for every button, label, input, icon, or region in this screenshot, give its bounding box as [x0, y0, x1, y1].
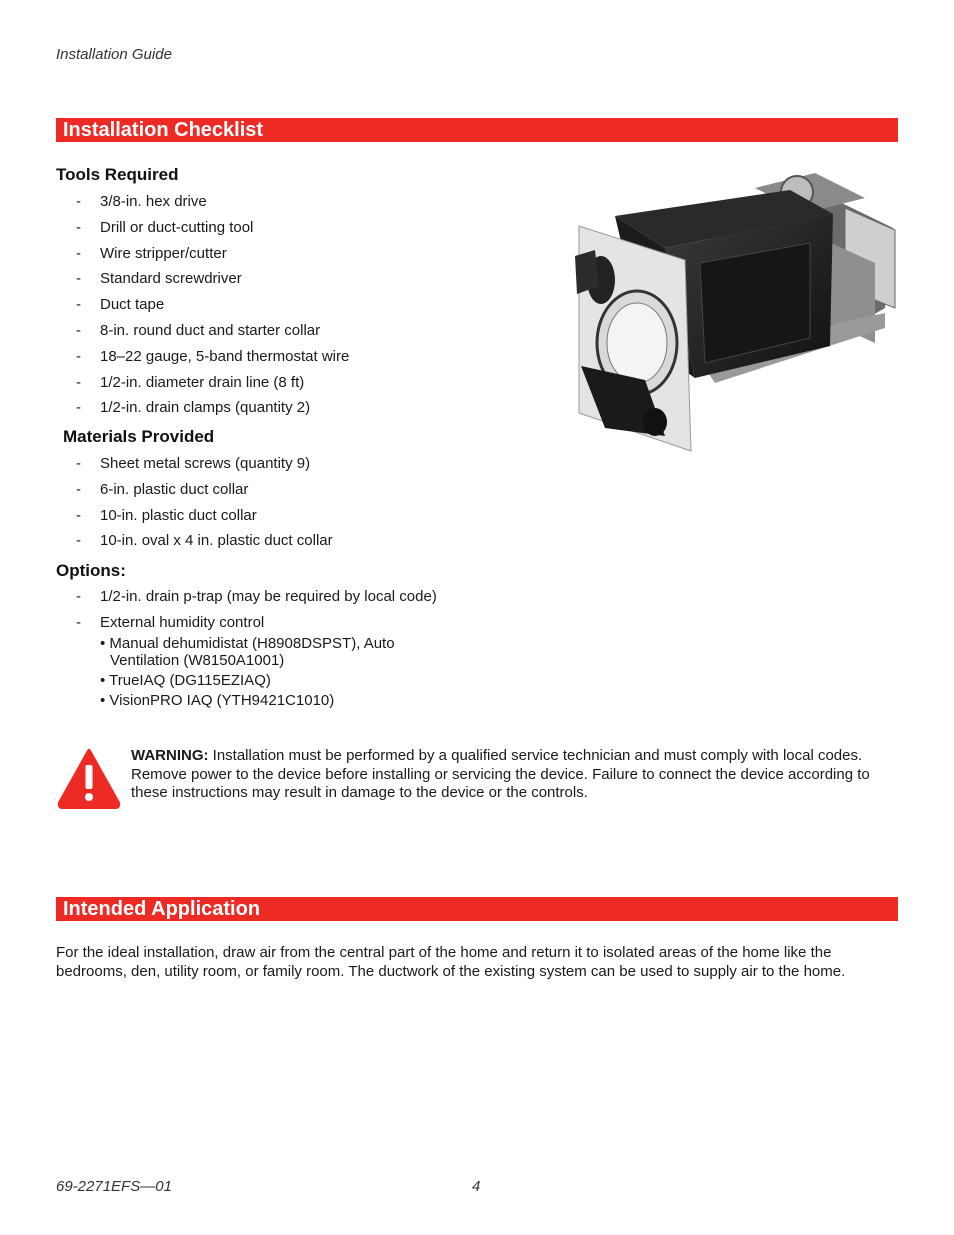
list-item: - Duct tape	[76, 296, 165, 314]
tools-heading: Tools Required	[56, 165, 179, 184]
list-item: - 3/8-in. hex drive	[76, 193, 207, 210]
warning-triangle-icon	[56, 747, 122, 809]
document-number: 69-2271EFS—01	[56, 1178, 172, 1195]
materials-list	[56, 455, 536, 549]
list-item: - Drill or duct-cutting tool	[76, 218, 254, 236]
application-paragraph: For the ideal installation, draw air from the central part of the home and return it to isolated areas of the home like the bedrooms, den, utility room, or family room. The ductwork of the existing system can be used to supply air to the home.	[56, 944, 846, 980]
list-item: - 18–22 gauge, 5-band thermostat wire	[76, 347, 350, 365]
list-item: • Manual dehumidistat (H8908DSPST), Auto Ventilation (W8150A1001)	[100, 635, 395, 669]
options-heading: Options:	[56, 561, 126, 580]
list-item: • TrueIAQ (DG115EZIAQ)	[100, 672, 271, 689]
materials-heading: Materials Provided	[63, 427, 215, 446]
list-item: • VisionPRO IAQ (YTH9421C1010)	[100, 692, 335, 709]
list-item: - 10-in. plastic duct collar	[76, 506, 257, 524]
humidity-control-options	[100, 635, 430, 709]
list-item: - External humidity control • Manual dehumidistat (H8908DSPST), Auto Ventilation (W8150A1001) • TrueIAQ (DG115EZIAQ) • VisionPRO IAQ (YTH9421C1010)	[56, 614, 536, 709]
list-item: - 8-in. round duct and starter collar	[76, 321, 321, 339]
page-number: 4	[472, 1178, 481, 1195]
list-item: - 6-in. plastic duct collar	[76, 480, 249, 498]
warning-body: Installation must be performed by a qualified service technician and must comply with local codes. Remove power to the device before installing or servicing the device. Failure to connect the device according to these instructions may result in damage to the device or the controls.	[131, 747, 870, 801]
dehumidifier-unit-image	[565, 168, 900, 453]
list-item: - Standard screwdriver	[76, 270, 242, 288]
options-list	[56, 588, 536, 712]
list-item: - 1/2-in. drain clamps (quantity 2)	[76, 399, 311, 417]
list-item: - Sheet metal screws (quantity 9)	[76, 455, 311, 472]
list-item: - 1/2-in. diameter drain line (8 ft)	[76, 373, 305, 391]
tools-list	[56, 193, 536, 416]
section-title-installation-checklist: Installation Checklist	[56, 118, 898, 142]
section-title-intended-application: Intended Application	[56, 897, 898, 921]
list-item: - Wire stripper/cutter	[76, 244, 227, 262]
warning-message	[131, 747, 893, 803]
guide-title: Installation Guide	[56, 46, 172, 63]
list-item: - 1/2-in. drain p-trap (may be required by local code)	[76, 588, 437, 605]
warning-label: WARNING:	[131, 747, 209, 764]
list-item: - 10-in. oval x 4 in. plastic duct collar	[76, 532, 333, 550]
